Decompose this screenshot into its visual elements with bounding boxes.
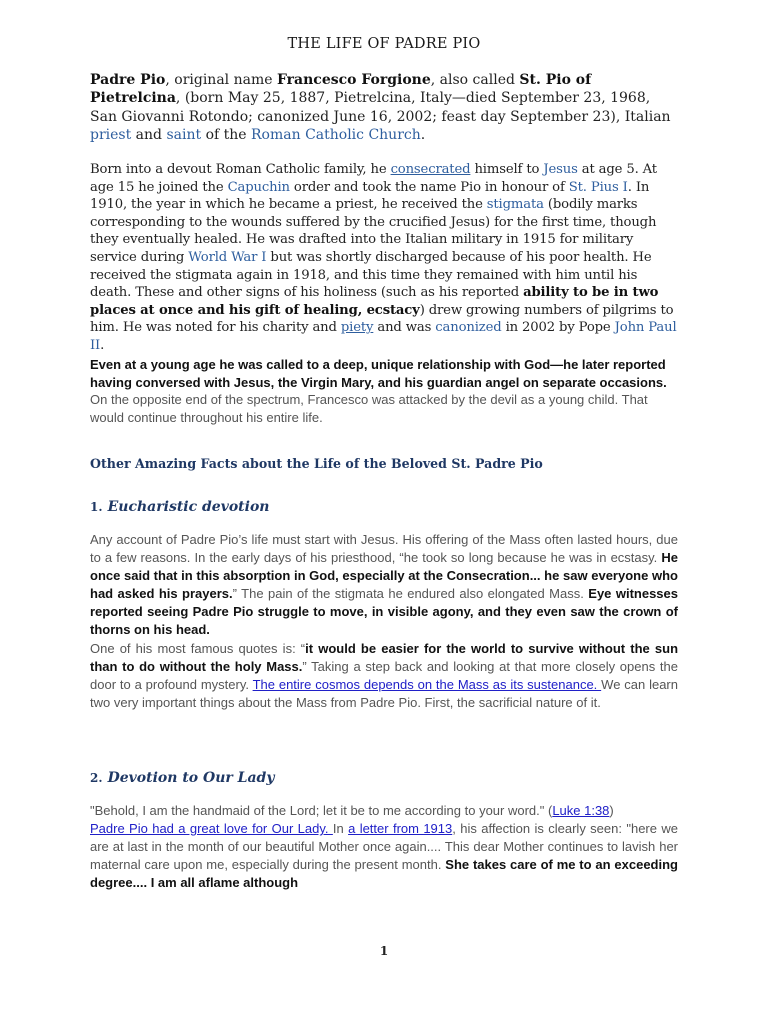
- section-1-number: 1.: [90, 500, 103, 514]
- bio-text-11: .: [100, 337, 105, 353]
- saint-name-bold: St. Pio of Pietrelcina: [90, 72, 592, 107]
- link-letter-1913[interactable]: a letter from 1913: [348, 821, 453, 837]
- intro-text-6: .: [420, 126, 426, 143]
- original-name-bold: Francesco Forgione: [276, 72, 431, 88]
- section-2-number: 2.: [90, 771, 103, 785]
- s2-text-1: "Behold, I am the handmaid of the Lord; let it be to me according to your word." (: [90, 803, 553, 818]
- section-2-heading: [90, 767, 274, 786]
- link-roman-catholic-church[interactable]: Roman Catholic Church: [251, 126, 421, 143]
- intro-text-3: , (born May 25, 1887, Pietrelcina, Italy—died September 23, 1968, San Giovanni Rotondo; canonized June 16, 2002; feast day September 23), Italian: [90, 90, 671, 125]
- bio-text-4: order and took the name Pio in honour of: [289, 179, 569, 195]
- s1-bold-3: it would be easier for the world to survive without the sun than to do without the holy Mass.: [90, 640, 679, 674]
- bio-text-7: but was shortly discharged because of his poor health. He received the stigmata again in 1918, and this time they remained with him until his death. These and other signs of his holiness (such as his reported: [90, 249, 652, 301]
- intro-paragraph: [90, 71, 678, 144]
- link-priest[interactable]: priest: [90, 126, 132, 143]
- bio-text-8: ) drew growing numbers of pilgrims to him. He was noted for his charity and: [90, 302, 674, 336]
- section-1-paragraph: [90, 531, 678, 712]
- bio-text-3: at age 5. At age 15 he joined the: [90, 162, 657, 195]
- page-title: THE LIFE OF PADRE PIO: [287, 36, 481, 52]
- s1-text-5: We can learn two very important things about the Mass from Padre Pio. First, the sacrificial nature of it.: [90, 676, 678, 710]
- young-age-bold: Even at a young age he was called to a deep, unique relationship with God—he later reported having conversed with Jesus, the Virgin Mary, and his guardian angel on separate occasions.: [90, 357, 667, 390]
- link-stigmata[interactable]: stigmata: [486, 197, 544, 213]
- section-1-title: Eucharistic devotion: [107, 499, 270, 515]
- link-st-pius[interactable]: St. Pius I: [568, 179, 628, 195]
- other-facts-heading: Other Amazing Facts about the Life of the Beloved St. Padre Pio: [90, 456, 543, 471]
- link-saint[interactable]: saint: [166, 126, 202, 143]
- intro-text-5: of the: [201, 126, 252, 143]
- link-john-paul-ii[interactable]: John Paul II: [90, 320, 677, 353]
- s2-text-2: ): [609, 803, 614, 818]
- bio-text-5: . In 1910, the year in which he became a priest, he received the: [90, 179, 650, 213]
- s2-text-3: In: [332, 821, 349, 837]
- bio-text-6: (bodily marks corresponding to the wounds suffered by the crucified Jesus) for the first time, though they eventually healed. He was drafted into the Italian military in 1915 for military service during: [90, 197, 657, 265]
- link-luke[interactable]: Luke 1:38: [552, 803, 610, 818]
- link-piety[interactable]: piety: [340, 320, 374, 336]
- section-2-paragraph: [90, 802, 678, 892]
- link-consecrated[interactable]: consecrated: [390, 162, 471, 177]
- link-jesus[interactable]: Jesus: [543, 162, 578, 177]
- s1-text-3: One of his most famous quotes is: “: [90, 640, 306, 656]
- bio-text-1: Born into a devout Roman Catholic family, he: [90, 162, 391, 177]
- intro-text-1: , original name: [165, 72, 277, 88]
- link-canonized[interactable]: canonized: [435, 320, 502, 336]
- intro-text-2: , also called: [430, 72, 520, 88]
- section-1-heading: [90, 496, 269, 515]
- page-number: 1: [379, 944, 389, 958]
- bio-text-10: in 2002 by Pope: [501, 320, 615, 336]
- s2-bold-1: She takes care of me to an exceeding degree.... I am all aflame although: [90, 857, 678, 891]
- s1-text-4: ” Taking a step back and looking at that more closely opens the door to a profound mystery.: [90, 658, 678, 692]
- bio-bold-holiness: ability to be in two places at once and his gift of healing, ecstacy: [90, 285, 659, 318]
- s1-bold-2: Eye witnesses reported seeing Padre Pio struggle to move, in visible agony, and they even saw the crown of thorns on his head.: [90, 586, 678, 638]
- s2-text-4: , his affection is clearly seen: "here we are at last in the month of our beautiful Mother once again.... This dear Mother continues to lavish her maternal care upon me, especially during the present month.: [90, 821, 678, 873]
- section-2-title: Devotion to Our Lady: [107, 770, 275, 786]
- link-capuchin[interactable]: Capuchin: [227, 179, 290, 195]
- link-great-love[interactable]: Padre Pio had a great love for Our Lady.: [90, 821, 333, 837]
- link-cosmos-mass[interactable]: The entire cosmos depends on the Mass as its sustenance.: [252, 676, 602, 692]
- young-age-text: On the opposite end of the spectrum, Francesco was attacked by the devil as a young child. That would continue throughout his entire life.: [90, 392, 648, 426]
- s1-bold-1: He once said that in this absorption in God, especially at the Consecration... he saw everyone who had asked his prayers.: [90, 550, 678, 602]
- link-world-war-i[interactable]: World War I: [188, 249, 267, 265]
- s1-text-2: ” The pain of the stigmata he endured also elongated Mass.: [232, 586, 589, 602]
- bio-text-2: himself to: [470, 162, 544, 177]
- intro-text-4: and: [131, 126, 167, 143]
- biography-paragraph: [90, 161, 678, 355]
- young-age-paragraph: [90, 356, 678, 427]
- bio-text-9: and was: [373, 320, 436, 336]
- name-bold: Padre Pio: [90, 72, 166, 88]
- s1-text-1: Any account of Padre Pio’s life must start with Jesus. His offering of the Mass often lasted hours, due to a few reasons. In the early days of his priesthood, “he took so long because he was in ecstasy.: [90, 532, 678, 566]
